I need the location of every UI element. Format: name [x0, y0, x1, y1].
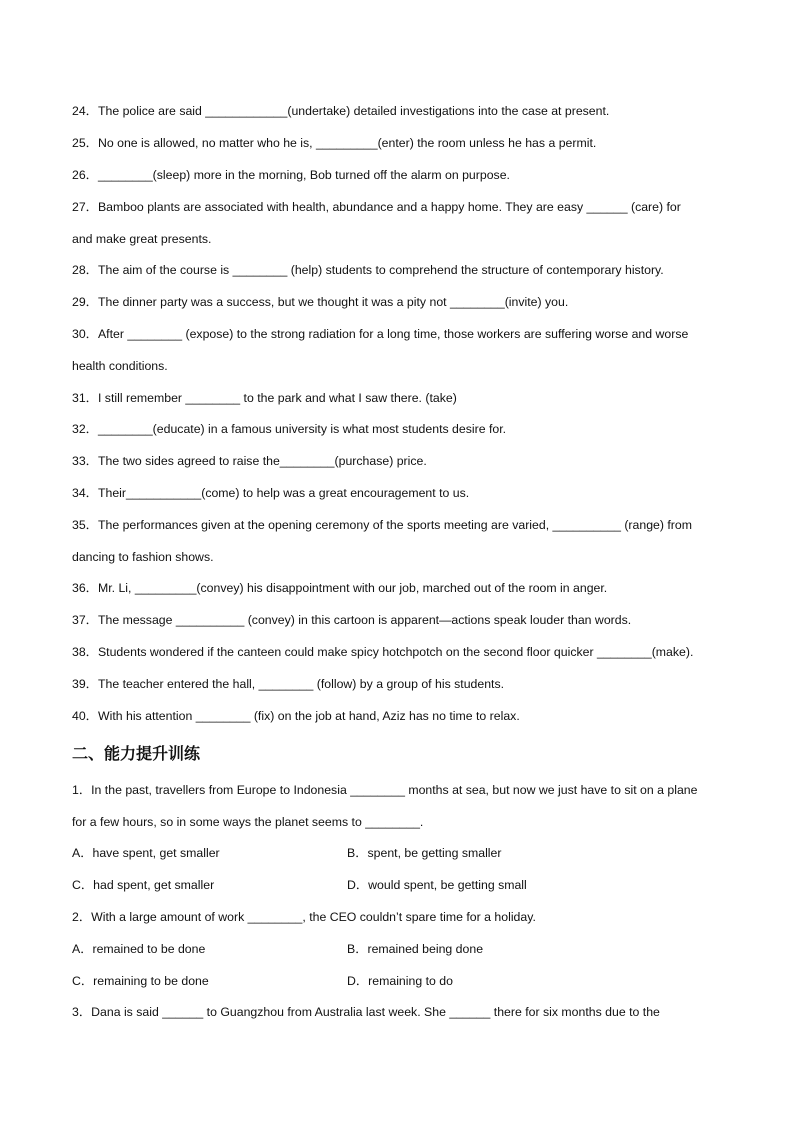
question-32: 32．________(educate) in a famous university is what most students desire for.	[72, 422, 507, 436]
question-26: 26．________(sleep) more in the morning, Bob turned off the alarm on purpose.	[72, 168, 510, 182]
mc-question-1-option-a: A．have spent, get smaller	[72, 846, 220, 860]
question-24: 24．The police are said ____________(undertake) detailed investigations into the case at present.	[72, 104, 610, 118]
question-37: 37．The message __________ (convey) in this cartoon is apparent—actions speak louder than words.	[72, 613, 632, 627]
question-30-continued: health conditions.	[72, 359, 168, 373]
question-36: 36．Mr. Li, _________(convey) his disappointment with our job, marched out of the room in anger.	[72, 581, 608, 595]
mc-question-2-stem: 2．With a large amount of work ________, the CEO couldn’t spare time for a holiday.	[72, 910, 536, 924]
question-27: 27．Bamboo plants are associated with health, abundance and a happy home. They are easy ______ (care) for	[72, 200, 681, 214]
mc-question-1-stem-continued: for a few hours, so in some ways the planet seems to ________.	[72, 815, 424, 829]
mc-question-2-option-a: A．remained to be done	[72, 942, 206, 956]
question-31: 31．I still remember ________ to the park and what I saw there. (take)	[72, 391, 457, 405]
question-40: 40．With his attention ________ (fix) on the job at hand, Aziz has no time to relax.	[72, 709, 520, 723]
question-25: 25．No one is allowed, no matter who he is, _________(enter) the room unless he has a permit.	[72, 136, 597, 150]
mc-question-1-option-b: B．spent, be getting smaller	[347, 846, 502, 860]
question-28: 28．The aim of the course is ________ (help) students to comprehend the structure of contemporary history.	[72, 263, 664, 277]
question-30: 30．After ________ (expose) to the strong radiation for a long time, those workers are suffering worse and worse	[72, 327, 689, 341]
mc-question-2-option-b: B．remained being done	[347, 942, 484, 956]
question-35: 35．The performances given at the opening ceremony of the sports meeting are varied, __________ (range) from	[72, 518, 692, 532]
mc-question-1-option-c: C．had spent, get smaller	[72, 878, 215, 892]
question-38: 38．Students wondered if the canteen could make spicy hotchpotch on the second floor quicker ________(make).	[72, 645, 694, 659]
question-35-continued: dancing to fashion shows.	[72, 550, 214, 564]
section-title: 二、能力提升训练	[72, 744, 201, 763]
question-33: 33．The two sides agreed to raise the________(purchase) price.	[72, 454, 427, 468]
mc-question-2-option-c: C．remaining to be done	[72, 974, 209, 988]
question-34: 34．Their___________(come) to help was a great encouragement to us.	[72, 486, 470, 500]
mc-question-2-option-d: D．remaining to do	[347, 974, 453, 988]
mc-question-1-stem: 1．In the past, travellers from Europe to Indonesia ________ months at sea, but now we just have to sit on a plane	[72, 783, 698, 797]
mc-question-1-option-d: D．would spent, be getting small	[347, 878, 527, 892]
question-39: 39．The teacher entered the hall, ________ (follow) by a group of his students.	[72, 677, 505, 691]
question-27-continued: and make great presents.	[72, 232, 212, 246]
mc-question-3-stem: 3．Dana is said ______ to Guangzhou from Australia last week. She ______ there for six months due to the	[72, 1005, 660, 1019]
question-29: 29．The dinner party was a success, but we thought it was a pity not ________(invite) you.	[72, 295, 569, 309]
